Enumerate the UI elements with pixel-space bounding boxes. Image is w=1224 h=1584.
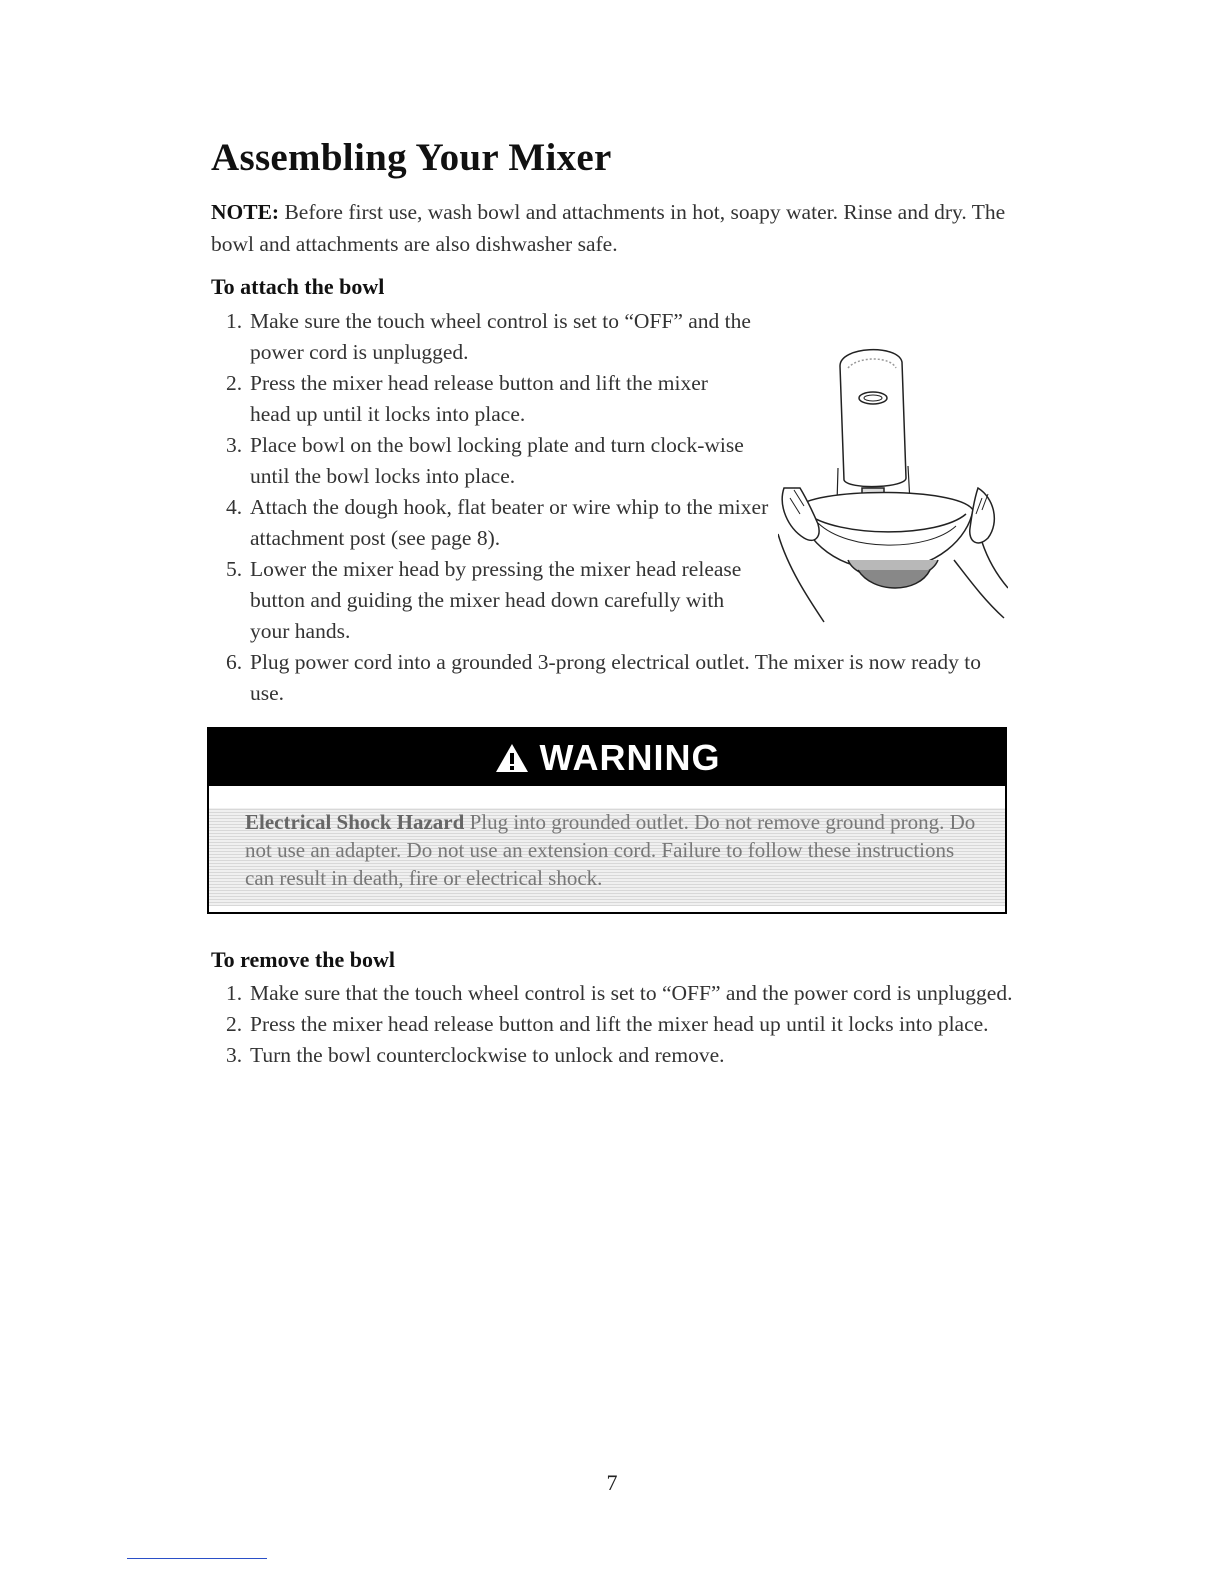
remove-bowl-heading: To remove the bowl	[211, 947, 395, 972]
attach-step-3	[226, 430, 780, 492]
warning-hazard-label: Electrical Shock Hazard	[245, 810, 465, 834]
remove-step-3	[226, 1040, 1020, 1071]
remove-step-2	[226, 1009, 1020, 1040]
attach-step-6	[226, 647, 1020, 709]
page-number: 7	[606, 1470, 618, 1495]
step-text: Make sure that the touch wheel control is set to “OFF” and the power cord is unplugged.	[250, 981, 1013, 1005]
note-text: Before first use, wash bowl and attachments in hot, soapy water. Rinse and dry. The bowl and attachments are also dishwasher safe.	[211, 200, 1006, 256]
step-number: 6.	[226, 650, 243, 674]
step-text: Turn the bowl counterclockwise to unlock and remove.	[250, 1043, 725, 1067]
warning-text: Plug into grounded outlet. Do not remove ground prong. Do not use an adapter. Do not use an extension cord. Failure to follow these instructions can result in death, fire or electrical shock.	[245, 810, 976, 890]
page-title: Assembling Your Mixer	[211, 136, 612, 179]
warning-triangle-icon	[494, 742, 530, 774]
warning-title: WARNING	[539, 736, 721, 778]
attach-step-1	[226, 306, 770, 368]
remove-bowl-steps	[226, 978, 1020, 1071]
attach-step-4	[226, 492, 780, 554]
step-number: 3.	[226, 1043, 243, 1067]
step-number: 2.	[226, 1012, 243, 1036]
warning-box	[207, 727, 1007, 914]
step-text: Plug power cord into a grounded 3-prong electrical outlet. The mixer is now ready to use.	[250, 650, 981, 705]
attach-step-2	[226, 368, 720, 430]
step-number: 4.	[226, 495, 243, 519]
footer-rule	[127, 1558, 267, 1559]
step-text: Make sure the touch wheel control is set to “OFF” and the power cord is unplugged.	[250, 309, 751, 364]
note-label: NOTE:	[211, 200, 280, 224]
step-text: Place bowl on the bowl locking plate and turn clock-wise until the bowl locks into place.	[250, 433, 744, 488]
attach-bowl-heading: To attach the bowl	[211, 274, 385, 299]
warning-header	[209, 729, 1005, 786]
step-number: 2.	[226, 371, 243, 395]
step-text: Press the mixer head release button and lift the mixer head up until it locks into place.	[250, 371, 708, 426]
note-paragraph	[211, 196, 1011, 260]
step-number: 3.	[226, 433, 243, 457]
step-number: 1.	[226, 981, 243, 1005]
step-text: Lower the mixer head by pressing the mixer head release button and guiding the mixer head down carefully with your hands.	[250, 557, 742, 643]
step-text: Attach the dough hook, flat beater or wire whip to the mixer attachment post (see page 8).	[250, 495, 769, 550]
mixer-bowl-illustration	[778, 338, 1008, 628]
remove-step-1	[226, 978, 1020, 1009]
step-number: 1.	[226, 309, 243, 333]
step-text: Press the mixer head release button and lift the mixer head up until it locks into place.	[250, 1012, 989, 1036]
step-number: 5.	[226, 557, 243, 581]
attach-step-5	[226, 554, 760, 647]
warning-body	[209, 808, 1005, 906]
